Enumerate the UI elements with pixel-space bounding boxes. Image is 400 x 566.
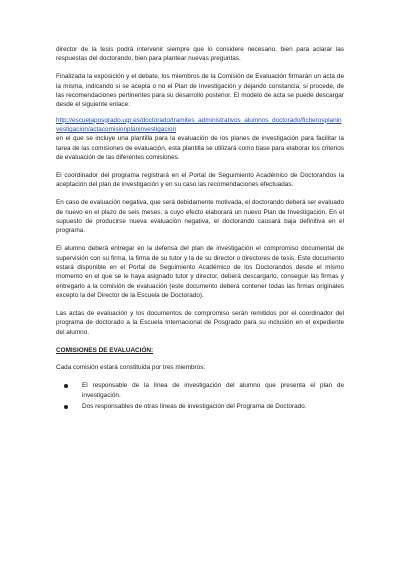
paragraph-3: en el que se incluye una plantilla para la evaluación de los planes de investigación para facilitar la tarea de las comisiones de evaluación, esta plantilla se utilizará como base para elaborar los criterios de evaluación de las diferentes comisiones. [56, 135, 344, 162]
document-page [56, 45, 344, 413]
bullet-icon [64, 405, 68, 409]
list-item-text: El responsable de la línea de investigación del alumno que presenta el plan de investigación. [82, 382, 344, 399]
paragraph-1: director de la tesis podrá intervenir siempre que lo considere necesario, bien para aclarar las respuestas del doctorando, bien para plantear nuevas preguntas. [56, 46, 344, 63]
paragraph-7: Las actas de evaluación y los documentos de compromiso serán remitidos por el coordinador del programa de doctorado a la Escuela Internacional de Posgrado para su inclusión en el expediente del alumno. [56, 309, 344, 336]
list-item-text: Dos responsables de otras líneas de investigación del Programa de Doctorado. [82, 403, 307, 411]
members-list [56, 381, 344, 411]
section-heading: COMISIONES DE EVALUACIÓN: [56, 346, 154, 354]
list-item [56, 381, 344, 400]
paragraph-2: Finalizada la exposición y el debate, los miembros de la Comisión de Evaluación firmarán un acta de la misma, indicando si se acepta o no el Plan de Investigación y dejando constancia, si procede, de las recomendaciones pertinentes para su desarrollo posterior. El modelo de acta se puede descargar desde el siguiente enlace: [56, 73, 344, 109]
paragraph-4: El coordinador del programa registrará en el Portal de Seguimiento Académico de Doctorandos la aceptación del plan de investigación y en su caso las recomendaciones efectuadas. [56, 171, 344, 189]
paragraph-8: Cada comisión estará constituida por tres miembros: [56, 364, 206, 372]
paragraph-5: En caso de evaluación negativa, que será debidamente motivada, el doctorando deberá ser evaluado de nuevo en el plazo de seis meses, a cuyo efecto elaborará un nuevo Plan de Investigación. En el supuesto de producirse nueva evaluación negativa, el doctorando causará baja definitiva en el programa. [56, 199, 344, 235]
list-item [56, 402, 344, 411]
acta-download-link[interactable]: http://escuelaposgrado.ugr.es/doctorado/tramites_administrativos_alumnos_doctorado/ficherosplaninvestigacion/actacomisionplaninvestigacion [56, 116, 342, 133]
bullet-icon [64, 384, 68, 388]
paragraph-6: El alumno deberá entregar en la defensa del plan de investigación el compromiso documental de supervisión con su firma, la firma de su tutor y la de su director o directores de tesis. Este documento estará disponible en el Portal de Seguimiento Académico de los Doctorandos desde el mismo momento en el que se le haya asignado tutor y director, deberá descargarlo, conseguir las firmas y entregarlo a la comisión de evaluación (este documento deberá contener todas las firmas originales excepto la del Director de la Escuela de Doctorado). [56, 245, 344, 299]
